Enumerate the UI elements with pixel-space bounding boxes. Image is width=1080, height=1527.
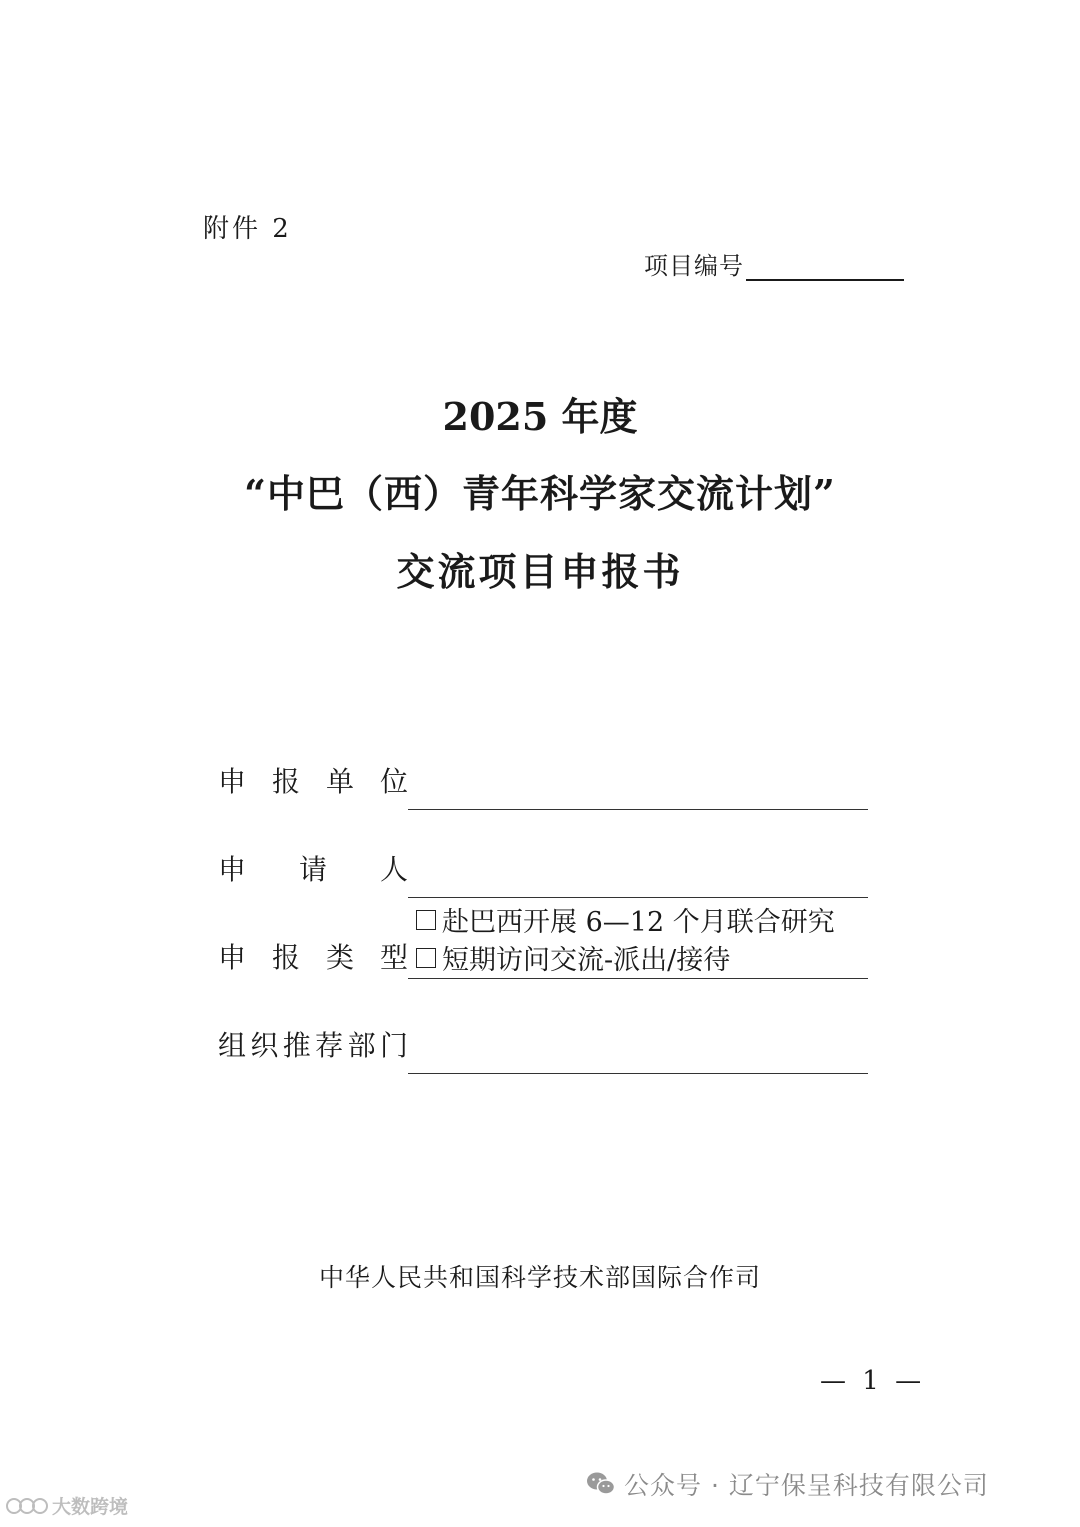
org-label-char: 门 bbox=[379, 1029, 408, 1062]
title-doc-type: 交流项目申报书 bbox=[396, 549, 684, 594]
type-options bbox=[408, 898, 868, 979]
checkbox-icon[interactable] bbox=[416, 910, 436, 930]
unit-input-line[interactable] bbox=[408, 765, 868, 810]
type-label-char: 型 bbox=[379, 941, 408, 974]
form-row-applicant bbox=[218, 848, 868, 898]
type-option-label: 短期访问交流-派出/接待 bbox=[442, 945, 731, 976]
type-option-label: 赴巴西开展 6—12 个月联合研究 bbox=[442, 907, 835, 938]
applicant-input-line[interactable] bbox=[408, 853, 868, 898]
unit-label-char: 报 bbox=[271, 765, 300, 798]
type-label bbox=[218, 936, 408, 986]
wechat-icon bbox=[586, 1471, 616, 1497]
project-number-field bbox=[644, 246, 904, 281]
form-row-recommending-org bbox=[218, 1024, 868, 1074]
type-label-char: 申 bbox=[218, 941, 247, 974]
title-program: “中巴（西）青年科学家交流计划” bbox=[244, 471, 836, 516]
org-label-char: 推 bbox=[282, 1029, 311, 1062]
applicant-label-char: 请 bbox=[298, 853, 327, 886]
applicant-label-char: 人 bbox=[379, 853, 408, 886]
issuer: 中华人民共和国科学技术部国际合作司 bbox=[318, 1263, 761, 1292]
attachment-label: 附件 2 bbox=[203, 214, 292, 244]
project-number-blank[interactable] bbox=[746, 253, 904, 281]
page-number: — 1 — bbox=[820, 1366, 926, 1396]
type-label-char: 报 bbox=[271, 941, 300, 974]
watermark bbox=[586, 1466, 989, 1502]
project-number-label: 项目编号 bbox=[644, 252, 744, 280]
org-label-char: 组 bbox=[218, 1029, 247, 1062]
watermark-text: 公众号 · 辽宁保呈科技有限公司 bbox=[624, 1471, 989, 1500]
applicant-label bbox=[218, 848, 408, 898]
title-year: 2025 年度 bbox=[442, 394, 638, 439]
type-option-joint-research[interactable] bbox=[416, 900, 835, 939]
org-label-char: 荐 bbox=[315, 1029, 344, 1062]
type-option-short-visit[interactable] bbox=[416, 938, 730, 977]
org-label bbox=[218, 1024, 408, 1074]
unit-label bbox=[218, 760, 408, 810]
unit-label-char: 位 bbox=[379, 765, 408, 798]
org-label-char: 织 bbox=[250, 1029, 279, 1062]
type-label-char: 类 bbox=[325, 941, 354, 974]
checkbox-icon[interactable] bbox=[416, 948, 436, 968]
unit-label-char: 申 bbox=[218, 765, 247, 798]
corner-logo bbox=[6, 1492, 128, 1519]
org-input-line[interactable] bbox=[408, 1029, 868, 1074]
corner-logo-icon bbox=[6, 1495, 48, 1517]
unit-label-char: 单 bbox=[325, 765, 354, 798]
applicant-label-char: 申 bbox=[218, 853, 247, 886]
form-row-unit bbox=[218, 760, 868, 810]
org-label-char: 部 bbox=[347, 1029, 376, 1062]
corner-logo-text: 大数跨境 bbox=[52, 1496, 129, 1518]
